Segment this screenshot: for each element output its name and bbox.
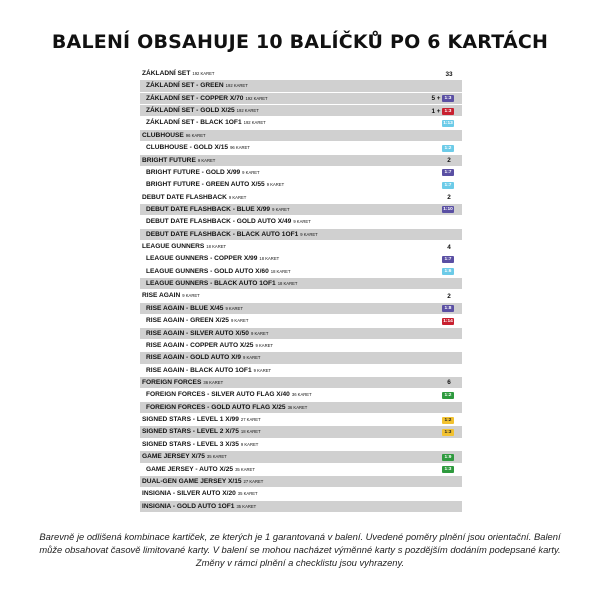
row-title: INSIGNIA - SILVER AUTO X/20 <box>142 490 236 498</box>
odds-badge: 1:3 <box>442 108 454 115</box>
table-row <box>140 488 462 500</box>
row-name <box>142 439 258 451</box>
row-name <box>146 303 243 315</box>
odds-badge: 1:2 <box>442 145 454 152</box>
row-title: RISE AGAIN - BLUE X/45 <box>146 304 224 312</box>
row-name <box>146 142 250 154</box>
row-name <box>142 414 261 426</box>
table-row <box>140 117 462 129</box>
odds-badge: 1:13 <box>443 120 453 126</box>
pack-count: 4 <box>447 243 451 251</box>
row-value <box>442 315 454 327</box>
row-card-count: 9 KARET <box>228 194 247 200</box>
pack-count: 6 <box>447 379 451 387</box>
row-name <box>146 402 307 414</box>
row-card-count: 18 KARET <box>240 429 261 435</box>
row-title: LEAGUE GUNNERS <box>142 243 205 251</box>
pack-count: 33 <box>445 70 453 78</box>
row-title: ZÁKLADNÍ SET - COPPER X/70 <box>146 94 244 102</box>
row-value <box>442 414 454 426</box>
table-row <box>140 204 462 216</box>
row-title: LEAGUE GUNNERS - BLACK AUTO 1OF1 <box>146 280 276 288</box>
pack-count: 1 + <box>431 107 441 115</box>
row-title: SIGNED STARS - LEVEL 3 X/35 <box>142 440 239 448</box>
row-name <box>142 377 223 389</box>
table-row <box>140 340 462 352</box>
row-card-count: 9 KARET <box>242 169 260 175</box>
row-title: ZÁKLADNÍ SET - BLACK 1OF1 <box>146 119 242 127</box>
row-value <box>442 303 454 315</box>
row-title: SIGNED STARS - LEVEL 2 X/75 <box>142 428 239 436</box>
row-card-count: 35 KARET <box>206 454 227 460</box>
row-value <box>442 464 454 476</box>
row-name <box>146 167 260 179</box>
row-name <box>142 290 200 302</box>
row-value <box>442 389 454 401</box>
row-card-count: 9 KARET <box>293 219 311 225</box>
row-name <box>146 315 248 327</box>
row-name <box>146 117 266 129</box>
pack-contents-table <box>140 68 462 513</box>
row-name <box>146 389 312 401</box>
table-row <box>140 464 462 476</box>
row-name <box>146 80 248 92</box>
odds-badge: 1:7 <box>442 182 454 189</box>
pack-count: 2 <box>447 157 451 165</box>
row-value <box>442 142 454 154</box>
row-card-count: 192 KARET <box>225 83 248 89</box>
row-card-count: 36 KARET <box>291 392 312 398</box>
row-name <box>142 68 214 80</box>
row-name <box>146 266 291 278</box>
table-row <box>140 142 462 154</box>
row-name <box>142 241 226 253</box>
row-value <box>431 93 454 105</box>
table-row <box>140 93 462 105</box>
row-card-count: 192 KARET <box>236 108 259 114</box>
row-title: RISE AGAIN - GREEN X/25 <box>146 317 229 325</box>
row-name <box>142 451 227 463</box>
table-row <box>140 253 462 265</box>
row-title: GAME JERSEY X/75 <box>142 453 205 461</box>
table-row <box>140 377 462 389</box>
odds-badge: 1:3 <box>442 95 454 102</box>
row-name <box>146 179 284 191</box>
row-card-count: 9 KARET <box>197 157 216 163</box>
row-value <box>442 266 454 278</box>
row-card-count: 35 KARET <box>237 491 258 497</box>
table-row <box>140 290 462 302</box>
odds-badge: 1:7 <box>442 256 454 263</box>
odds-badge: 1:7 <box>442 169 454 176</box>
table-row <box>140 266 462 278</box>
row-card-count: 9 KARET <box>250 330 269 336</box>
table-row <box>140 155 462 167</box>
table-row <box>140 315 462 327</box>
table-row <box>140 439 462 451</box>
row-title: CLUBHOUSE <box>142 131 184 139</box>
pack-count: 5 + <box>431 95 441 103</box>
row-name <box>142 488 258 500</box>
row-title: DEBUT DATE FLASHBACK - BLUE X/99 <box>146 205 271 213</box>
row-name <box>146 328 268 340</box>
row-card-count: 96 KARET <box>185 132 206 138</box>
row-name <box>142 426 261 438</box>
row-card-count: 9 KARET <box>255 342 273 348</box>
table-row <box>140 389 462 401</box>
row-title: DUAL-GEN GAME JERSEY X/15 <box>142 477 242 485</box>
odds-badge: 1:2 <box>442 392 454 399</box>
odds-badge: 1:9 <box>442 454 454 461</box>
row-card-count: 9 KARET <box>272 206 290 212</box>
table-row <box>140 105 462 117</box>
row-value <box>444 68 454 80</box>
row-name <box>146 216 311 228</box>
table-row <box>140 414 462 426</box>
row-card-count: 9 KARET <box>243 355 261 361</box>
odds-badge: 1:3 <box>442 429 454 436</box>
table-row <box>140 130 462 142</box>
table-row <box>140 402 462 414</box>
row-card-count: 27 KARET <box>243 478 264 484</box>
table-row <box>140 229 462 241</box>
row-card-count: 192 KARET <box>245 95 268 101</box>
table-row <box>140 451 462 463</box>
row-card-count: 18 KARET <box>277 281 298 287</box>
row-card-count: 9 KARET <box>266 182 285 188</box>
odds-badge: 1:3 <box>442 466 454 473</box>
row-title: DEBUT DATE FLASHBACK - BLACK AUTO 1OF1 <box>146 230 299 238</box>
row-name <box>142 155 215 167</box>
row-title: RISE AGAIN - SILVER AUTO X/50 <box>146 329 249 337</box>
odds-badge: 1:8 <box>442 305 454 312</box>
row-card-count: 18 KARET <box>270 268 291 274</box>
row-name <box>142 501 256 513</box>
row-value <box>442 451 454 463</box>
row-card-count: 36 KARET <box>287 404 308 410</box>
table-row <box>140 241 462 253</box>
row-card-count: 35 KARET <box>236 503 257 509</box>
row-name <box>146 340 273 352</box>
row-card-count: 9 KARET <box>300 231 318 237</box>
table-row <box>140 352 462 364</box>
row-title: FOREIGN FORCES - SILVER AUTO FLAG X/40 <box>146 391 290 399</box>
row-title: ZÁKLADNÍ SET - GOLD X/25 <box>146 107 235 115</box>
table-row <box>140 216 462 228</box>
row-card-count: 27 KARET <box>240 417 261 423</box>
row-title: BRIGHT FUTURE - GREEN AUTO X/55 <box>146 181 265 189</box>
row-name <box>146 278 297 290</box>
row-card-count: 192 KARET <box>243 120 266 126</box>
table-row <box>140 365 462 377</box>
odds-badge: 1:2 <box>442 417 454 424</box>
row-value <box>442 253 454 265</box>
row-title: INSIGNIA - GOLD AUTO 1OF1 <box>142 502 235 510</box>
odds-badge: 1:6 <box>442 268 454 275</box>
table-row <box>140 303 462 315</box>
row-value <box>442 117 454 129</box>
row-card-count: 36 KARET <box>203 379 224 385</box>
row-card-count: 96 KARET <box>230 145 250 151</box>
row-value <box>444 241 454 253</box>
row-value <box>442 179 454 191</box>
row-card-count: 9 KARET <box>240 441 259 447</box>
row-name <box>146 93 268 105</box>
row-value <box>444 377 454 389</box>
row-card-count: 192 KARET <box>192 71 215 76</box>
row-name <box>146 204 290 216</box>
row-title: LEAGUE GUNNERS - COPPER X/99 <box>146 255 258 263</box>
row-card-count: 9 KARET <box>182 293 200 299</box>
row-value <box>431 105 454 117</box>
row-title: RISE AGAIN <box>142 292 181 300</box>
row-card-count: 18 KARET <box>206 244 227 250</box>
table-row <box>140 80 462 92</box>
row-value <box>442 204 454 216</box>
row-name <box>142 130 206 142</box>
table-row <box>140 328 462 340</box>
row-card-count: 9 KARET <box>253 367 272 373</box>
row-name <box>146 229 318 241</box>
row-title: RISE AGAIN - GOLD AUTO X/9 <box>146 354 242 362</box>
disclaimer-text: Barevně je odlišená kombinace kartiček, ze kterých je 1 garantovaná v balení. Uvedené poměry plnění jsou orientační. Balení může obsahovat časově limitované karty. V balení se mohou nacházet výměnné karty s pozdějším dodáním podepsané karty. Změny v rámci plnění a checklistu jsou vyhrazeny. <box>39 531 561 569</box>
row-card-count: 35 KARET <box>235 466 255 472</box>
row-title: DEBUT DATE FLASHBACK - GOLD AUTO X/49 <box>146 218 292 226</box>
table-row <box>140 501 462 513</box>
row-name <box>146 464 255 476</box>
row-title: RISE AGAIN - COPPER AUTO X/25 <box>146 341 254 349</box>
table-row <box>140 179 462 191</box>
row-title: BRIGHT FUTURE <box>142 156 196 164</box>
row-name <box>146 105 259 117</box>
row-title: GAME JERSEY - AUTO X/25 <box>146 465 234 473</box>
row-name <box>146 253 279 265</box>
row-title: RISE AGAIN - BLACK AUTO 1OF1 <box>146 366 252 374</box>
table-row <box>140 167 462 179</box>
table-row <box>140 278 462 290</box>
pack-count: 2 <box>447 194 451 202</box>
row-name <box>146 352 260 364</box>
odds-badge: 1:14 <box>443 318 453 324</box>
row-title: SIGNED STARS - LEVEL 1 X/99 <box>142 416 239 424</box>
row-value <box>442 426 454 438</box>
pack-count: 2 <box>447 292 451 300</box>
table-row <box>140 476 462 488</box>
row-title: LEAGUE GUNNERS - GOLD AUTO X/60 <box>146 267 269 275</box>
row-card-count: 9 KARET <box>225 305 243 311</box>
page-title: BALENÍ OBSAHUJE 10 BALÍČKŮ PO 6 KARTÁCH <box>51 31 549 53</box>
row-name <box>142 476 263 488</box>
row-value <box>442 167 454 179</box>
row-title: DEBUT DATE FLASHBACK <box>142 193 227 201</box>
row-value <box>444 290 454 302</box>
odds-badge: 1:10 <box>443 207 453 213</box>
row-title: ZÁKLADNÍ SET - GREEN <box>146 82 224 90</box>
row-title: FOREIGN FORCES - GOLD AUTO FLAG X/25 <box>146 403 286 411</box>
table-row <box>140 426 462 438</box>
row-value <box>444 192 454 204</box>
table-row <box>140 68 462 80</box>
row-card-count: 9 KARET <box>230 318 249 324</box>
row-title: FOREIGN FORCES <box>142 378 202 386</box>
row-title: CLUBHOUSE - GOLD X/15 <box>146 144 229 152</box>
row-card-count: 18 KARET <box>259 256 280 262</box>
row-name <box>142 192 246 204</box>
table-row <box>140 192 462 204</box>
row-title: ZÁKLADNÍ SET <box>142 70 191 77</box>
row-value <box>444 155 454 167</box>
row-name <box>146 365 271 377</box>
row-title: BRIGHT FUTURE - GOLD X/99 <box>146 168 241 176</box>
